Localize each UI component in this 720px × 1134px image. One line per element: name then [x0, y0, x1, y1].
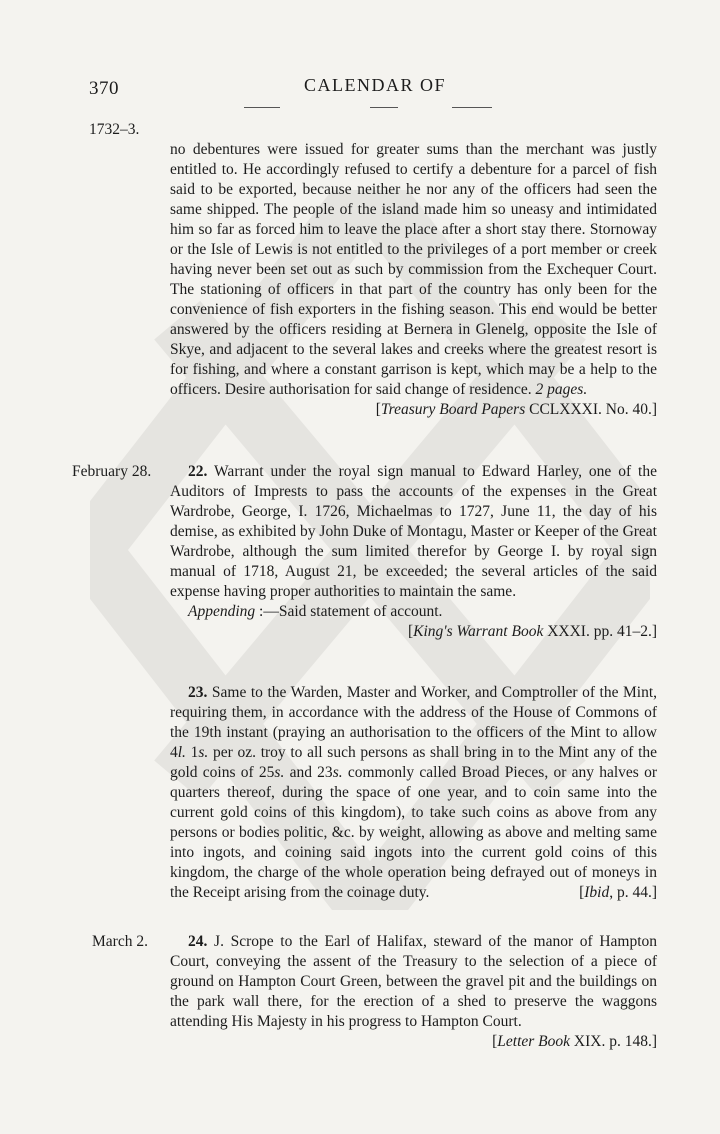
appending-text: :—Said statement of account. — [255, 603, 443, 620]
entry-24-body: J. Scrope to the Earl of Halifax, steward of the manor of Hampton Court, conveying the assent of the Treasury to the selection of a piece of ground on Hampton Court Green, between the gravel pit and the buildings on the park wall there, for the erection of a shed to preserve the waggons attending His Majesty in his progress to Hampton Court. — [170, 933, 657, 1030]
citation-reference: XXXI. pp. 41–2.] — [543, 623, 657, 640]
entry-22-body: Warrant under the royal sign manual to Edward Harley, one of the Auditors of Imprests to pass the accounts of the expenses in the Great Wardrobe, George, I. 1726, Michaelmas to 1727, June 11, the day of his demise, as exhibited by John Duke of Montagu, Master or Keeper of the Great Wardrobe, although the sum limited therefor by George I. by royal sign manual of 1718, August 21, be exceeded; the several articles of the said expense having proper authorities to maintain the same. — [170, 463, 657, 600]
citation-reference: CCLXXXI. No. 40.] — [525, 401, 657, 418]
entry-24 — [170, 932, 657, 1052]
header-rule-right — [452, 107, 492, 108]
unit-shillings-2: s. — [274, 764, 285, 781]
citation-source: King's Warrant Book — [413, 623, 544, 640]
entry-23-body-c: per oz. troy to all such persons as shall bring in to the Mint any of the gold coins of 25 — [170, 744, 658, 781]
entry-23-text — [170, 683, 657, 903]
entry-23 — [170, 683, 657, 903]
entry-23-body-d: and 23 — [284, 764, 333, 781]
running-title: CALENDAR OF — [303, 75, 446, 95]
entry-22-text — [170, 462, 657, 602]
margin-date-feb-28: February 28. — [72, 463, 152, 480]
header-rule-left — [244, 107, 280, 108]
margin-date-march-2: March 2. — [92, 933, 148, 950]
unit-shillings: s. — [198, 744, 209, 761]
header-rule-mid — [370, 107, 398, 108]
entry-continued-body: no debentures were issued for greater sums than the merchant was justly entitled to. He accordingly refused to certify a debenture for a parcel of fish said to be exported, because neither he nor any of the officers had seen the same shipped. The people of the island made him so uneasy and intimidated him so far as forced him to leave the place after a short stay there. Stornoway or the Isle of Lewis is not entitled to the privileges of a port member or creek having never been set out as such by commission from the Exchequer Court. The stationing of officers in that part of the country has only been for the convenience of fish exporters in the fishing season. This end would be better answered by the officers residing at Bernera in Glenelg, opposite the Isle of Skye, and adjacent to the several lakes and creeks where the greatest resort is for fishing, and where a constant garrison is kept, which may be a help to the officers. Desire authorisation for said change of residence. — [170, 141, 657, 398]
page-number: 370 — [89, 78, 119, 99]
citation-bracket: [ — [407, 623, 414, 640]
entry-23-citation — [561, 883, 657, 903]
citation-reference: , p. 44.] — [609, 884, 657, 901]
citation-bracket: [ — [375, 401, 381, 418]
entry-continued-text — [170, 140, 657, 400]
entry-continued-pages: 2 pages. — [535, 381, 588, 398]
entry-23-body-e: commonly called Broad Pieces, or any halves or quarters thereof, during the space of one year, and to coin same into the current gold coins of this kingdom), to take such coins as above from any persons or bodies politic, &c. by weight, allowing as above and melting same into ingots, and coining said ingots into the current gold coins of this kingdom, the charge of the whole operation being defrayed out of moneys in the Receipt arising from the coinage duty. — [170, 764, 657, 901]
citation-source: Treasury Board Papers — [380, 401, 526, 418]
citation-bracket: [ — [579, 884, 585, 901]
citation-source: Letter Book — [497, 1033, 571, 1050]
citation-bracket: [ — [492, 1033, 498, 1050]
entry-24-number: 24. — [188, 933, 208, 950]
entry-24-text — [170, 932, 657, 1050]
citation-reference: XIX. p. 148.] — [570, 1033, 657, 1050]
entry-continued — [170, 140, 657, 420]
unit-shillings-3: s. — [332, 764, 343, 781]
entry-23-body-b: 1 — [185, 744, 199, 761]
entry-22-number: 22. — [188, 463, 208, 480]
entry-24-citation — [474, 1032, 657, 1052]
entry-22-appending — [170, 602, 657, 622]
entry-23-body-a: Same to the Warden, Master and Worker, and Comptroller of the Mint, requiring them, in accordance with the address of the House of Commons of the 19th instant (praying an authorisation to the officers of the Mint to allow 4 — [170, 684, 657, 761]
entry-22-citation — [170, 622, 657, 642]
entry-22 — [170, 462, 657, 642]
citation-source: Ibid — [584, 884, 610, 901]
entry-23-number: 23. — [188, 684, 208, 701]
margin-date-year: 1732–3. — [89, 121, 140, 138]
appending-label: Appending — [188, 603, 256, 620]
unit-pounds: l. — [177, 744, 186, 761]
entry-continued-citation — [170, 400, 657, 420]
